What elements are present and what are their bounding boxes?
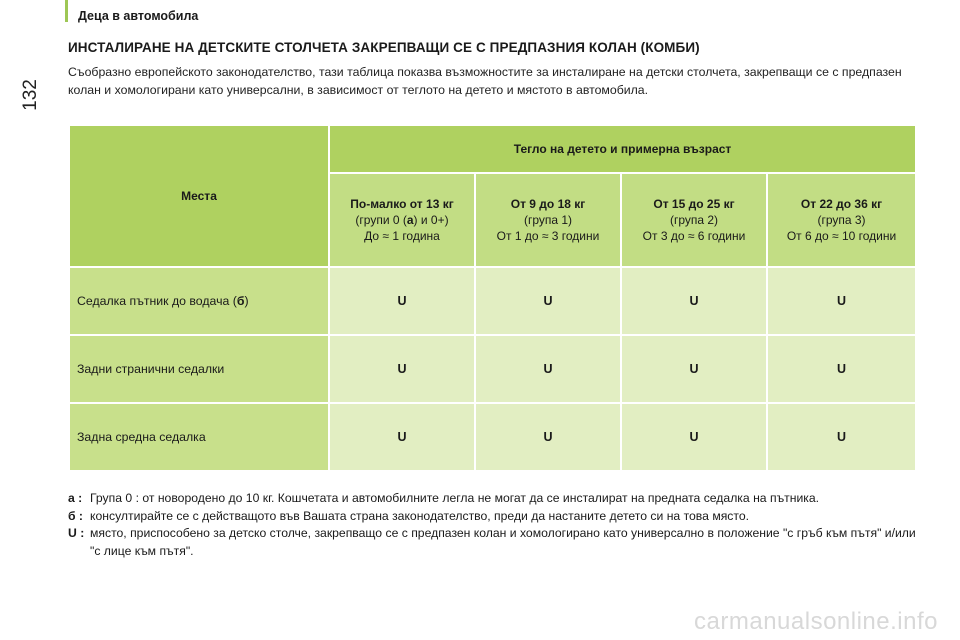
footnotes (68, 490, 928, 560)
page-number: 132 (20, 79, 41, 111)
page-heading: ИНСТАЛИРАНЕ НА ДЕТСКИТЕ СТОЛЧЕТА ЗАКРЕПВАЩИ СЕ С ПРЕДПАЗНИЯ КОЛАН (КОМБИ) (68, 40, 700, 55)
column-age: От 3 до ≈ 6 години (642, 229, 746, 243)
page-number-container (20, 74, 42, 114)
row-place: Задни странични седалки (69, 335, 329, 403)
column-weight: От 22 до 36 кг (800, 197, 883, 211)
column-group: (група 3) (817, 213, 866, 227)
table-cell: U (329, 335, 475, 403)
column-header (475, 173, 621, 267)
watermark: carmanualsonline.info (694, 608, 938, 635)
child-seat-table (68, 124, 917, 472)
table-cell: U (329, 267, 475, 335)
footnote-key: б : (68, 508, 83, 523)
column-weight: От 9 до 18 кг (510, 197, 586, 211)
row-place: Задна средна седалка (69, 403, 329, 471)
footnote-ref-a: а (406, 213, 414, 227)
table-cell: U (475, 267, 621, 335)
footnote-key: U : (68, 526, 85, 540)
column-age: До ≈ 1 година (364, 229, 440, 243)
footnote-ref-b: б (236, 294, 245, 308)
column-age: От 1 до ≈ 3 години (496, 229, 600, 243)
column-age: От 6 до ≈ 10 години (786, 229, 897, 243)
places-header (69, 125, 329, 267)
column-group: (група 1) (523, 213, 573, 227)
weight-header-label: Тегло на детето и примерна възраст (513, 142, 732, 156)
column-header (767, 173, 916, 267)
column-weight: От 15 до 25 кг (653, 197, 735, 211)
column-header (329, 173, 475, 267)
row-place (69, 267, 329, 335)
footnote-text: място, приспособено за детско столче, закрепващо се с предпазен колан и хомологирано като универсално в положение "с гръб към пътя" и/или "с лице към пътя". (90, 526, 916, 558)
column-weight: По-малко от 13 кг (350, 197, 454, 211)
table-cell: U (767, 267, 916, 335)
footnote-key: а : (68, 491, 83, 505)
column-group-suffix: ) и 0+) (413, 213, 449, 227)
table-cell: U (621, 335, 767, 403)
column-group-prefix: (групи 0 ( (355, 213, 407, 227)
footnote-text: консултирайте се с действащото във Вашата страна законодателство, преди да настаните детето си на това място. (90, 508, 749, 523)
table-row (69, 403, 916, 471)
table-row (69, 267, 916, 335)
column-group (330, 212, 474, 228)
table-cell: U (767, 335, 916, 403)
places-header-label: Места (181, 189, 217, 203)
row-place-suffix: ) (244, 294, 249, 308)
column-header (621, 173, 767, 267)
table-cell: U (767, 403, 916, 471)
footnote-text: Група 0 : от новородено до 10 кг. Кошчетата и автомобилните легла не могат да се инсталират на предната седалка на пътника. (90, 491, 820, 505)
table-cell: U (621, 403, 767, 471)
section-accent-bar (65, 0, 68, 22)
footnote-item (68, 490, 928, 508)
intro-paragraph: Съобразно европейското законодателство, тази таблица показва възможностите за инсталиране на детски столчета, закрепващи се с предпазен колан и хомологирани като универсални, в зависимост от теглото на детето и мястото в автомобила. (68, 65, 902, 97)
table-cell: U (329, 403, 475, 471)
footnote-item (68, 525, 928, 560)
section-title: Деца в автомобила (78, 9, 199, 23)
row-place-prefix: Седалка пътник до водача ( (77, 294, 237, 308)
weight-header (329, 125, 916, 173)
table-cell: U (475, 335, 621, 403)
table-cell: U (475, 403, 621, 471)
table-row (69, 335, 916, 403)
column-group: (група 2) (669, 213, 719, 227)
footnote-item (68, 508, 928, 526)
table-cell: U (621, 267, 767, 335)
